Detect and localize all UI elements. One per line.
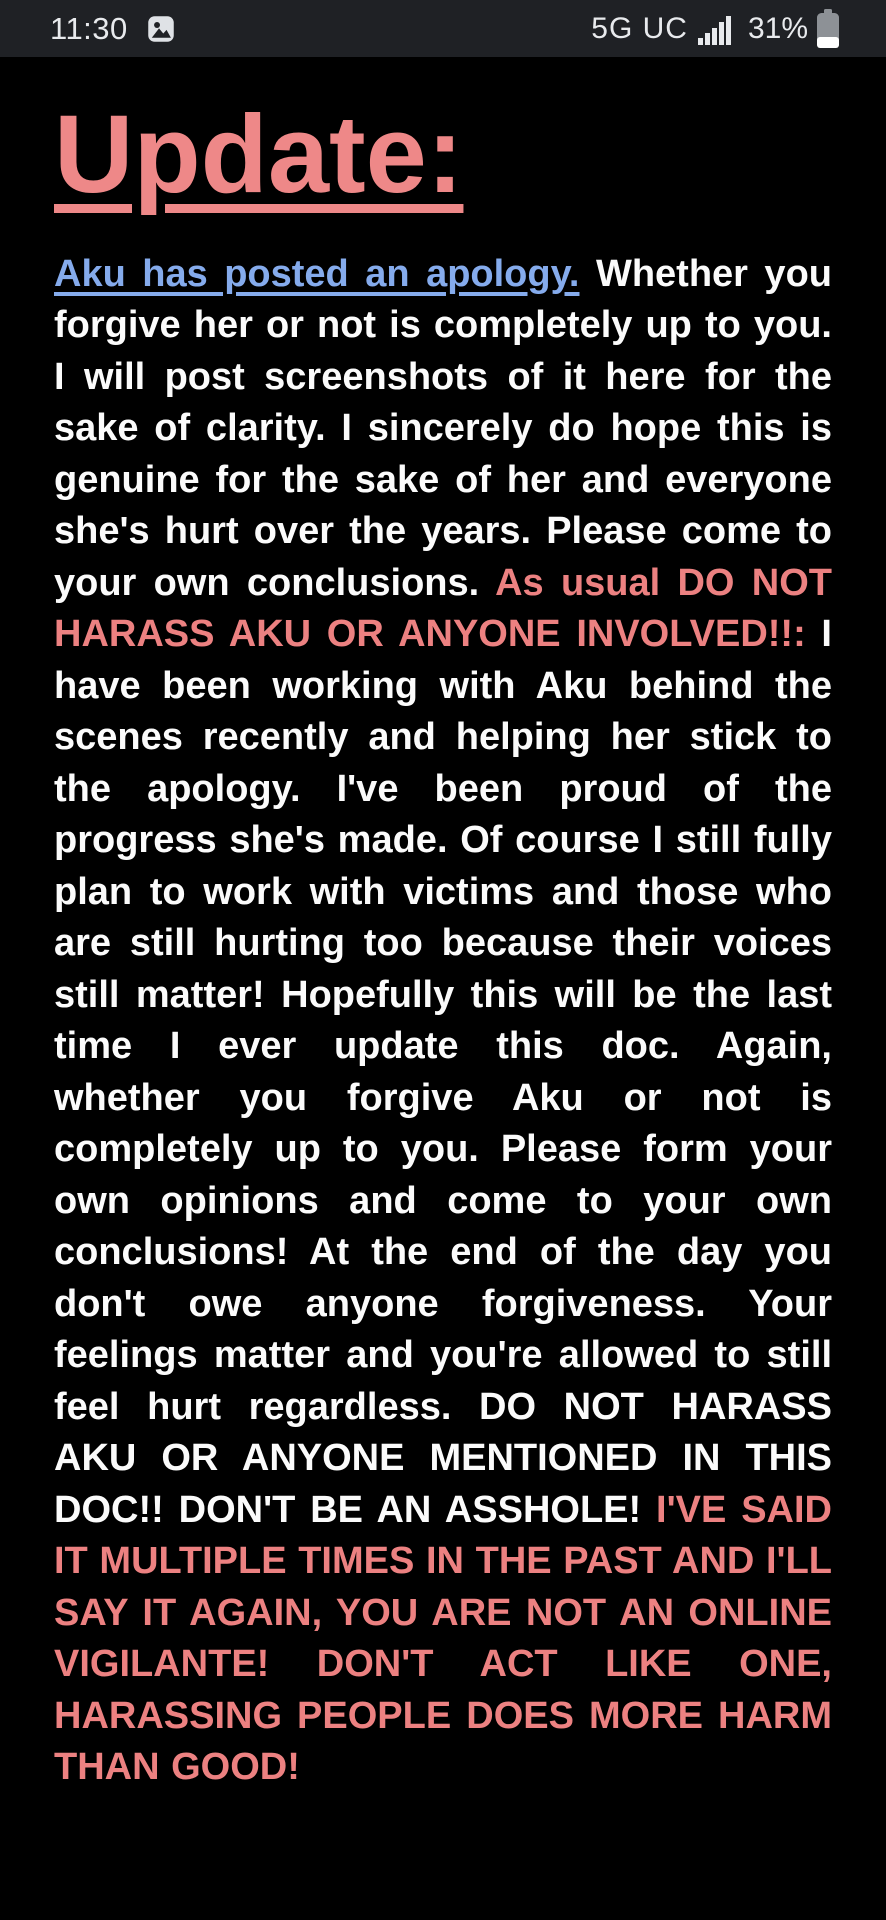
- network-type-label: 5G UC: [591, 11, 688, 45]
- photo-notification-icon: [144, 12, 178, 46]
- page-title: Update:: [54, 93, 464, 216]
- battery-percent-label: 31%: [747, 11, 808, 45]
- paragraph-segment-red-2: I'VE SAID IT MULTIPLE TIMES IN THE PAST AND I'LL SAY IT AGAIN, YOU ARE NOT AN ONLINE VIGILANTE! DON'T ACT LIKE ONE, HARASSING PEOPLE DOES MORE HARM THAN GOOD!: [54, 1488, 832, 1788]
- paragraph-segment-red-1: As usual DO NOT HARASS AKU OR ANYONE INVOLVED!!:: [54, 561, 832, 655]
- paragraph-segment-white-2: I have been working with Aku behind the scenes recently and helping her stick to the apology. I've been proud of the progress she's made. Of course I still fully plan to work with victims and those who are still hurting too because their voices still matter! Hopefully this will be the last time I ever update this doc. Again, whether you forgive Aku or not is completely up to you. Please form your own opinions and come to your own conclusions! At the end of the day you don't owe anyone forgiveness. Your feelings matter and you're allowed to still feel hurt regardless. DO NOT HARASS AKU OR ANYONE MENTIONED IN THIS DOC!! DON'T BE AN ASSHOLE!: [54, 613, 832, 1531]
- doc-paragraph: [54, 249, 832, 1794]
- status-bar-right: [591, 9, 840, 49]
- status-bar-left: [50, 11, 178, 47]
- document-page[interactable]: [0, 93, 886, 1794]
- clock: 11:30: [50, 10, 128, 46]
- status-bar: [0, 0, 886, 57]
- signal-bars-icon: [698, 12, 736, 46]
- apology-link[interactable]: Aku has posted an apology.: [54, 252, 580, 295]
- paragraph-segment-white-1: Whether you forgive her or not is completely up to you. I will post screenshots of it here for the sake of clarity. I sincerely do hope this is genuine for the sake of her and everyone she's hurt over the years. Please come to your own conclusions.: [54, 252, 832, 604]
- battery-icon: [816, 9, 840, 49]
